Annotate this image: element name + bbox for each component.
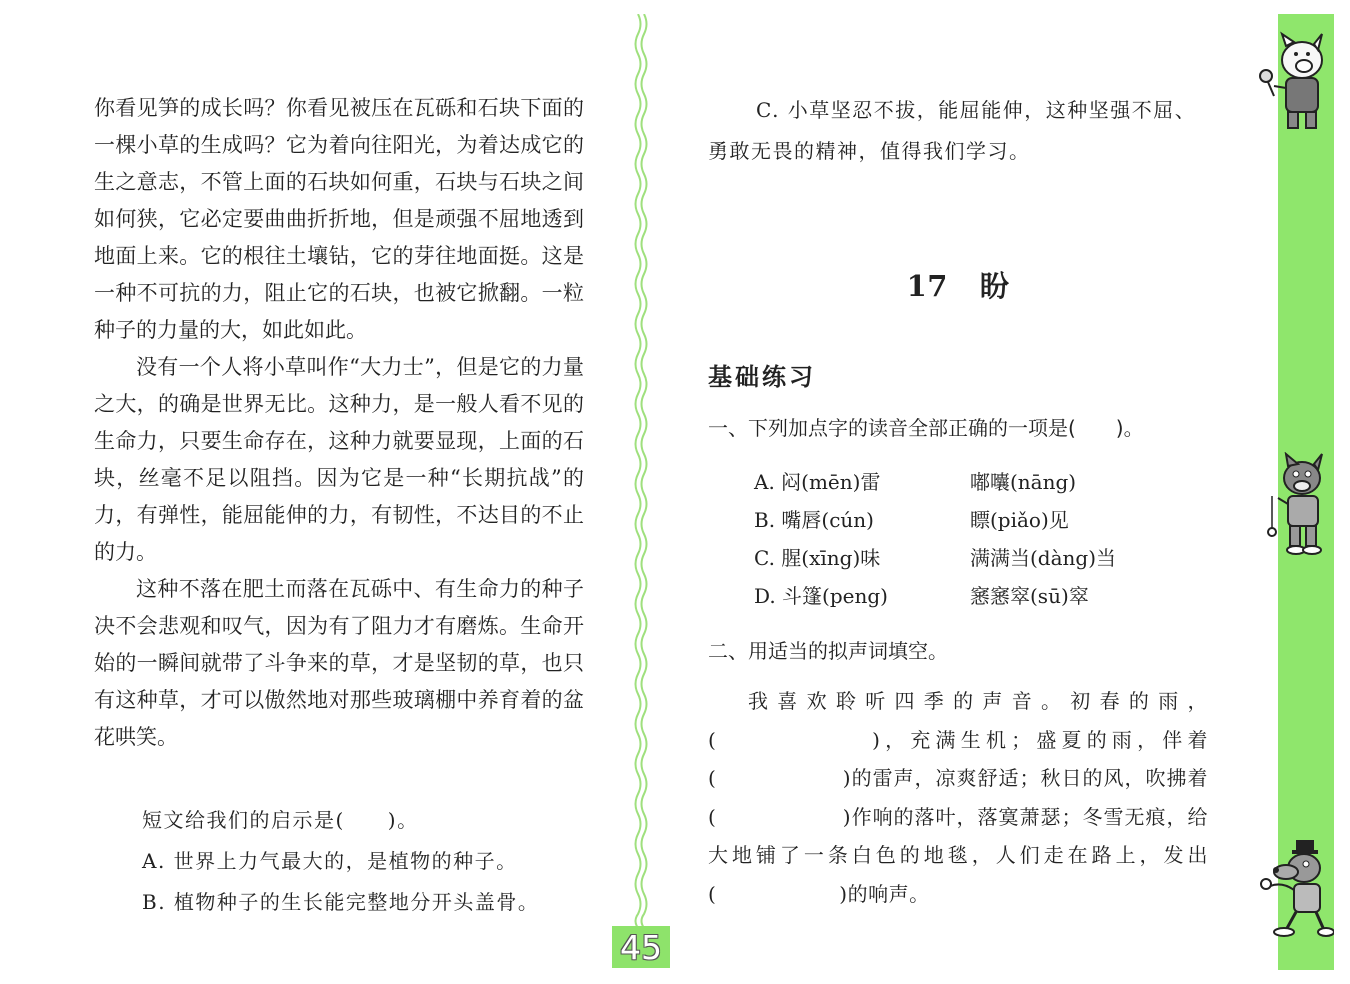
fill-blank-paragraph: 我喜欢聆听四季的声音。初春的雨，( )，充满生机；盛夏的雨，伴着( )的雷声，凉爽舒适；秋日的风，吹拂着( )作响的落叶，落寞萧瑟；冬雪无痕，给大地铺了一条白色的地毯，人们走在路上，发出( )的响声。 — [708, 689, 1208, 906]
pinyin-options — [708, 461, 1208, 613]
option-a: A. 世界上力气最大的，是植物的种子。 — [142, 849, 518, 873]
option-c: C. 小草坚忍不拔，能屈能伸，这种坚强不屈、勇敢无畏的精神，值得我们学习。 — [708, 98, 1197, 163]
question-2: 二、用适当的拟声词填空。 — [708, 639, 948, 663]
pig-mascot-icon — [1252, 30, 1334, 134]
option-left: D. 斗篷(peng) — [754, 583, 888, 608]
option-left: B. 嘴唇(cún) — [754, 507, 874, 532]
passage-paragraph-1: 你看见笋的成长吗？你看见被压在瓦砾和石块下面的一棵小草的生成吗？它为着向往阳光，为着达成它的生之意志，不管上面的石块如何重，石块与石块之间如何狭，它必定要曲曲折折地，但是顽强不屈地透到地面上来。它的根往土壤钻，它的芽往地面挺。这是一种不可抗的力，阻止它的石块，也被它掀翻。一粒种子的力量的大，如此如此。 — [94, 96, 584, 342]
option-left: C. 腥(xīng)味 — [754, 545, 881, 570]
option-c-block — [708, 90, 1208, 172]
option-left: A. 闷(mēn)雷 — [754, 469, 881, 494]
lesson-number: 17 — [906, 269, 948, 303]
option-row — [754, 575, 1208, 613]
question-1: 一、下列加点字的读音全部正确的一项是( )。 — [708, 416, 1144, 440]
passage-paragraph-3: 这种不落在肥土而落在瓦砾中、有生命力的种子决不会悲观和叹气，因为有了阻力才有磨炼。生命开始的一瞬间就带了斗争来的草，才是坚韧的草，也只有这种草，才可以傲然地对那些玻璃棚中养育着的盆花哄笑。 — [94, 577, 584, 749]
option-right: 嘟囔(nāng) — [970, 469, 1077, 494]
question-stem: 短文给我们的启示是( )。 — [142, 808, 419, 832]
option-right: 窸窸窣(sū)窣 — [970, 583, 1089, 608]
section-title: 基础练习 — [708, 363, 816, 391]
lesson-title — [708, 264, 1208, 305]
option-b: B. 植物种子的生长能完整地分开头盖骨。 — [142, 890, 540, 914]
option-row — [754, 537, 1208, 575]
passage-paragraph-2: 没有一个人将小草叫作“大力士”，但是它的力量之大，的确是世界无比。这种力，是一般人看不见的生命力，只要生命存在，这种力就要显现，上面的石块，丝毫不足以阻挡。因为它是一种“长期抗战”的力，有弹性，能屈能伸的力，有韧性，不达目的不止的力。 — [94, 355, 584, 564]
page-divider — [633, 14, 649, 928]
option-row — [754, 499, 1208, 537]
reading-question — [94, 800, 584, 923]
lesson-name: 盼 — [979, 269, 1010, 303]
option-right: 瞟(piǎo)见 — [970, 507, 1069, 532]
dog-mascot-icon — [1256, 838, 1334, 938]
option-row — [754, 461, 1208, 499]
page-number: 45 — [612, 926, 670, 968]
option-right: 满满当(dàng)当 — [970, 545, 1117, 570]
left-page — [94, 90, 584, 923]
right-page — [708, 90, 1208, 933]
wolf-mascot-icon — [1258, 452, 1334, 556]
